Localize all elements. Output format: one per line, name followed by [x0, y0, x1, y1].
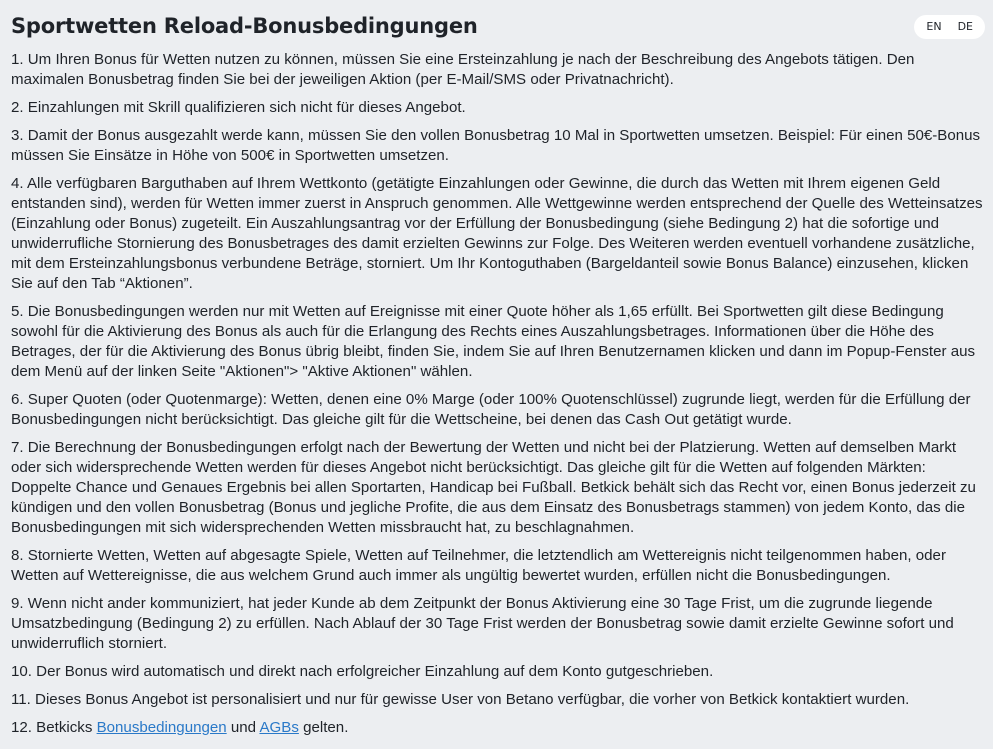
term-11: 11. Dieses Bonus Angebot ist personalisiert und nur für gewisse User von Betano verfügbar, die vorher von Betkick kontaktiert wurden.	[11, 691, 910, 708]
term-4: 4. Alle verfügbaren Barguthaben auf Ihrem Wettkonto (getätigte Einzahlungen oder Gewinne, die durch das Wetten mit Ihrem eigenen Geld entstanden sind), werden für Wetten immer zuerst in Anspruch genommen. Alle Wettgewinne werden entsprechend der Quelle des Wetteinsatzes (Einzahlung oder Bonus) zugeteilt. Ein Auszahlungsantrag vor der Erfüllung der Bonusbedingung (siehe Bedingung 2) hat die sofortige und unwiderrufliche Stornierung des Bonusbetrages des damit erzielten Gewinns zur Folge. Des Weiteren werden eventuell vorhandene zusätzliche, mit dem Ersteinzahlungsbonus verbundene Beträge, storniert. Um Ihr Kontoguthaben (Bargeldanteil sowie Bonus Balance) einzusehen, klicken Sie auf den Tab “Aktionen”.	[11, 175, 983, 292]
terms-list	[11, 50, 985, 738]
lang-de-button[interactable]: DE	[957, 20, 973, 33]
term-8: 8. Stornierte Wetten, Wetten auf abgesagte Spiele, Wetten auf Teilnehmer, die letztendlich am Wettereignis nicht teilgenommen haben, oder Wetten auf Wettereignisse, die aus welchem Grund auch immer als ungültig bewertet wurden, erfüllen nicht die Bonusbedingungen.	[11, 547, 946, 584]
term-12-middle: und	[226, 719, 260, 736]
term-12	[11, 718, 985, 738]
language-switcher	[914, 15, 985, 39]
term-12-suffix: gelten.	[298, 719, 349, 736]
term-2: 2. Einzahlungen mit Skrill qualifizieren sich nicht für dieses Angebot.	[11, 99, 466, 116]
term-12-prefix: 12. Betkicks	[11, 719, 97, 736]
agb-link[interactable]: AGBs	[259, 719, 299, 736]
term-5: 5. Die Bonusbedingungen werden nur mit Wetten auf Ereignisse mit einer Quote höher als 1,65 erfüllt. Bei Sportwetten gilt diese Bedingung sowohl für die Aktivierung des Bonus als auch für die Erlangung des Rechts eines Auszahlungsbetrages. Informationen über die Höhe des Betrages, der für die Aktivierung des Bonus übrig bleibt, finden Sie, indem Sie auf Ihren Benutzernamen klicken und dann im Popup-Fenster aus dem Menü auf der linken Seite "Aktionen"> "Aktive Aktionen" wählen.	[11, 303, 976, 380]
term-3: 3. Damit der Bonus ausgezahlt werde kann, müssen Sie den vollen Bonusbetrag 10 Mal in Sportwetten umsetzen. Beispiel: Für einen 50€-Bonus müssen Sie Einsätze in Höhe von 500€ in Sportwetten umsetzen.	[11, 127, 981, 164]
term-1: 1. Um Ihren Bonus für Wetten nutzen zu können, müssen Sie eine Ersteinzahlung je nach der Beschreibung des Angebots tätigen. Den maximalen Bonusbetrag finden Sie bei der jeweiligen Aktion (per E-Mail/SMS oder Privatnachricht).	[11, 51, 915, 88]
bonus-terms-link[interactable]: Bonusbedingungen	[96, 719, 227, 736]
term-9: 9. Wenn nicht ander kommuniziert, hat jeder Kunde ab dem Zeitpunkt der Bonus Aktivierung eine 30 Tage Frist, um die zugrunde liegende Umsatzbedingung (Bedingung 2) zu erfüllen. Nach Ablauf der 30 Tage Frist werden der Bonusbetrag sowie damit erzielte Gewinne sofort und unwiderruflich storniert.	[11, 595, 954, 652]
page-title: Sportwetten Reload-Bonusbedingungen	[11, 14, 478, 38]
lang-en-button[interactable]: EN	[926, 20, 942, 33]
term-6: 6. Super Quoten (oder Quotenmarge): Wetten, denen eine 0% Marge (oder 100% Quotenschlüssel) zugrunde liegt, werden für die Erfüllung der Bonusbedingungen nicht berücksichtigt. Das gleiche gilt für die Wettscheine, bei denen das Cash Out getätigt wurde.	[11, 391, 971, 428]
term-10: 10. Der Bonus wird automatisch und direkt nach erfolgreicher Einzahlung auf dem Konto gutgeschrieben.	[11, 663, 714, 680]
term-7: 7. Die Berechnung der Bonusbedingungen erfolgt nach der Bewertung der Wetten und nicht bei der Platzierung. Wetten auf demselben Markt oder sich widersprechende Wetten werden für dieses Angebot nicht berücksichtigt. Das gleiche gilt für die Wetten auf folgenden Märkten: Doppelte Chance und Genaues Ergebnis bei allen Sportarten, Handicap bei Fußball. Betkick behält sich das Recht vor, einen Bonus jederzeit zu kündigen und den vollen Bonusbetrag (Bonus und jegliche Profite, die aus dem Einsatz des Bonusbetrags stammen) von jedem Konto, das die Bonusbedingungen mit sich widersprechenden Wetten missbraucht hat, zu beschlagnahmen.	[11, 439, 976, 536]
